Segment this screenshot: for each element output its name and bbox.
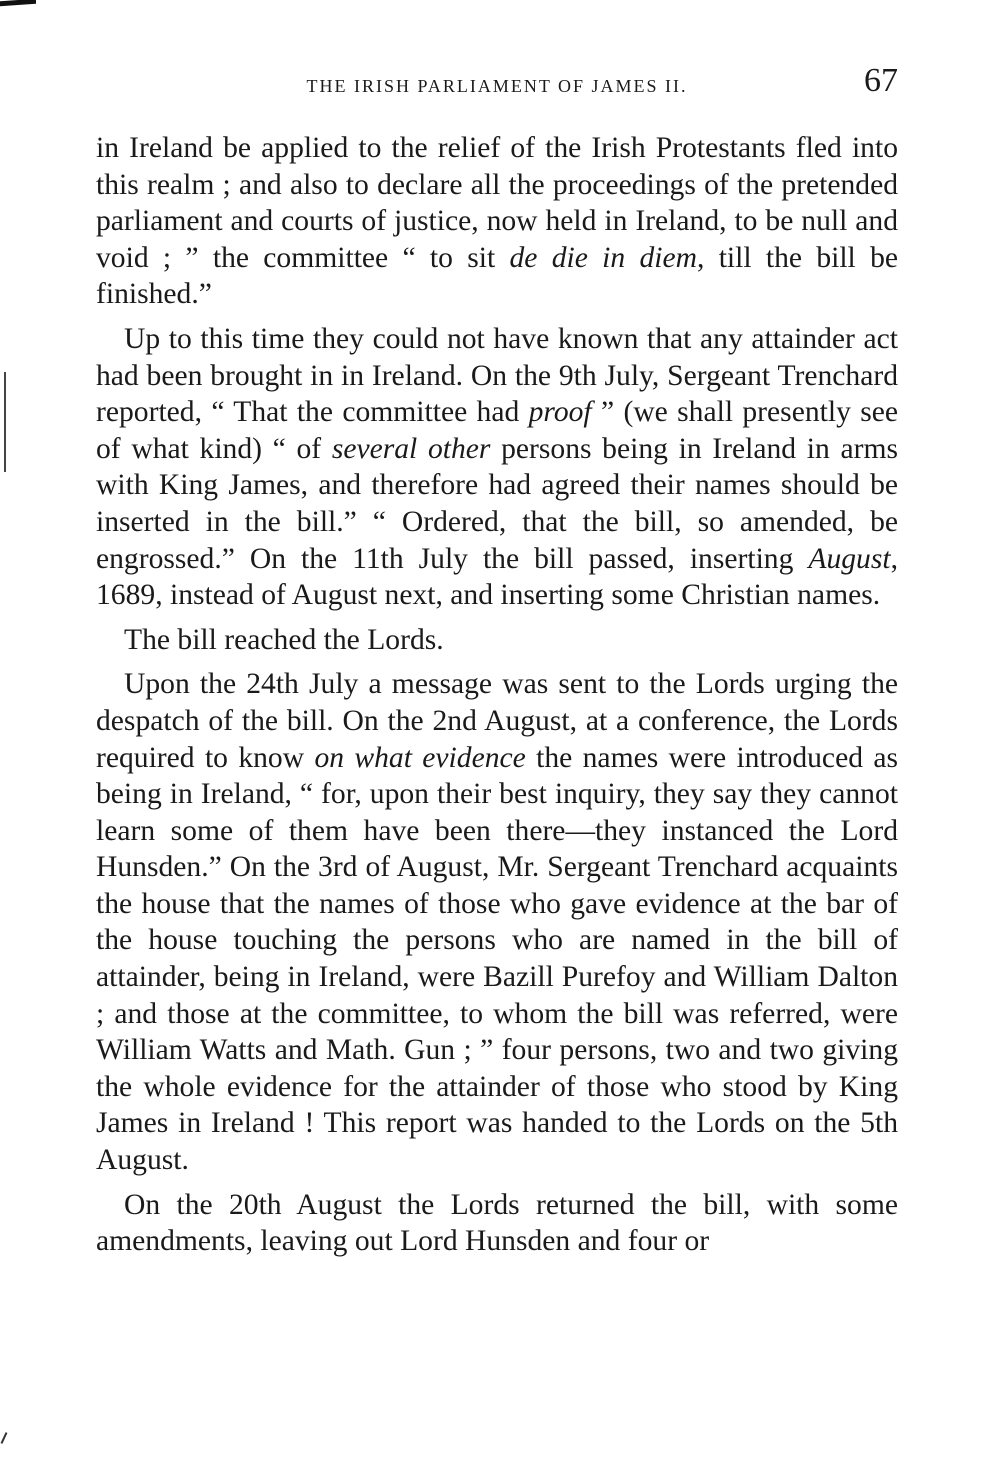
page-header (96, 62, 898, 102)
paragraph-2-text-a: Up to this time they could not have known that any attainder act had been brought in in Ireland. On the 9th July, Sergeant Trenchard reported, “ That the committee had (96, 322, 898, 429)
bottom-scan-mark (1, 1432, 8, 1444)
running-title: THE IRISH PARLIAMENT OF JAMES II. (306, 76, 688, 96)
paragraph-2-italic-august: August (808, 542, 891, 575)
paragraph-2-text-c: ” (we shall presently see of what kind) “ of (96, 396, 898, 465)
corner-scan-mark (0, 0, 36, 6)
paragraph-2-text-g: , 1689, instead of August next, and inserting some Christian names. (96, 542, 898, 612)
paragraph-3: The bill reached the Lords. (124, 623, 444, 656)
paragraph-5: On the 20th August the Lords returned the bill, with some amendments, leaving out Lord Hunsden and four or (96, 1188, 898, 1258)
margin-rule-mark (4, 372, 6, 472)
paragraph-4-text-a: Upon the 24th July a message was sent to the Lords urging the despatch of the bill. On the 2nd August, at a conference, the Lords required to know (96, 668, 898, 774)
paragraph-1-italic-de-die: de die in diem (509, 241, 697, 274)
page-body (96, 130, 898, 1260)
paragraph-1-text-c: , till the bill be finished.” (96, 241, 899, 311)
page-number: 67 (864, 62, 898, 99)
paragraph-4-text-c: the names were introduced as being in Ireland, “ for, upon their best inquiry, they say they cannot learn some of them have been there—they instanced the Lord Hunsden.” On the 3rd of August, Mr. Sergeant Trenchard acquaints the house that the names of those who gave evidence at the bar of the house touching the persons who are named in the bill of attainder, being in Ireland, were Bazill Purefoy and William Dalton ; and those at the committee, to whom the bill was referred, were William Watts and Math. Gun ; ” four persons, two and two giving the whole evidence for the attainder of those who stood by King James in Ireland ! This report was handed to the Lords on the 5th August. (96, 741, 898, 1177)
paragraph-2 (96, 321, 898, 614)
paragraph-4 (96, 666, 898, 1178)
paragraph-4-italic-on-what-evidence: on what evidence (314, 741, 526, 774)
paragraph-2-text-e: persons being in Ireland in arms with King James, and therefore had agreed their names should be inserted in the bill.” “ Ordered, that the bill, so amended, be engrossed.” On the 11th July the bill passed, inserting (96, 432, 898, 575)
paragraph-1-text-a: in Ireland be applied to the relief of the Irish Protestants fled into this realm ; and also to declare all the proceedings of the pretended parliament and courts of justice, now held in Ireland, to be null and void ; ” the committee “ to sit (96, 132, 898, 274)
paragraph-2-italic-several-other: several other (331, 432, 491, 465)
paragraph-1 (96, 130, 898, 313)
paragraph-2-italic-proof: proof (528, 396, 592, 429)
